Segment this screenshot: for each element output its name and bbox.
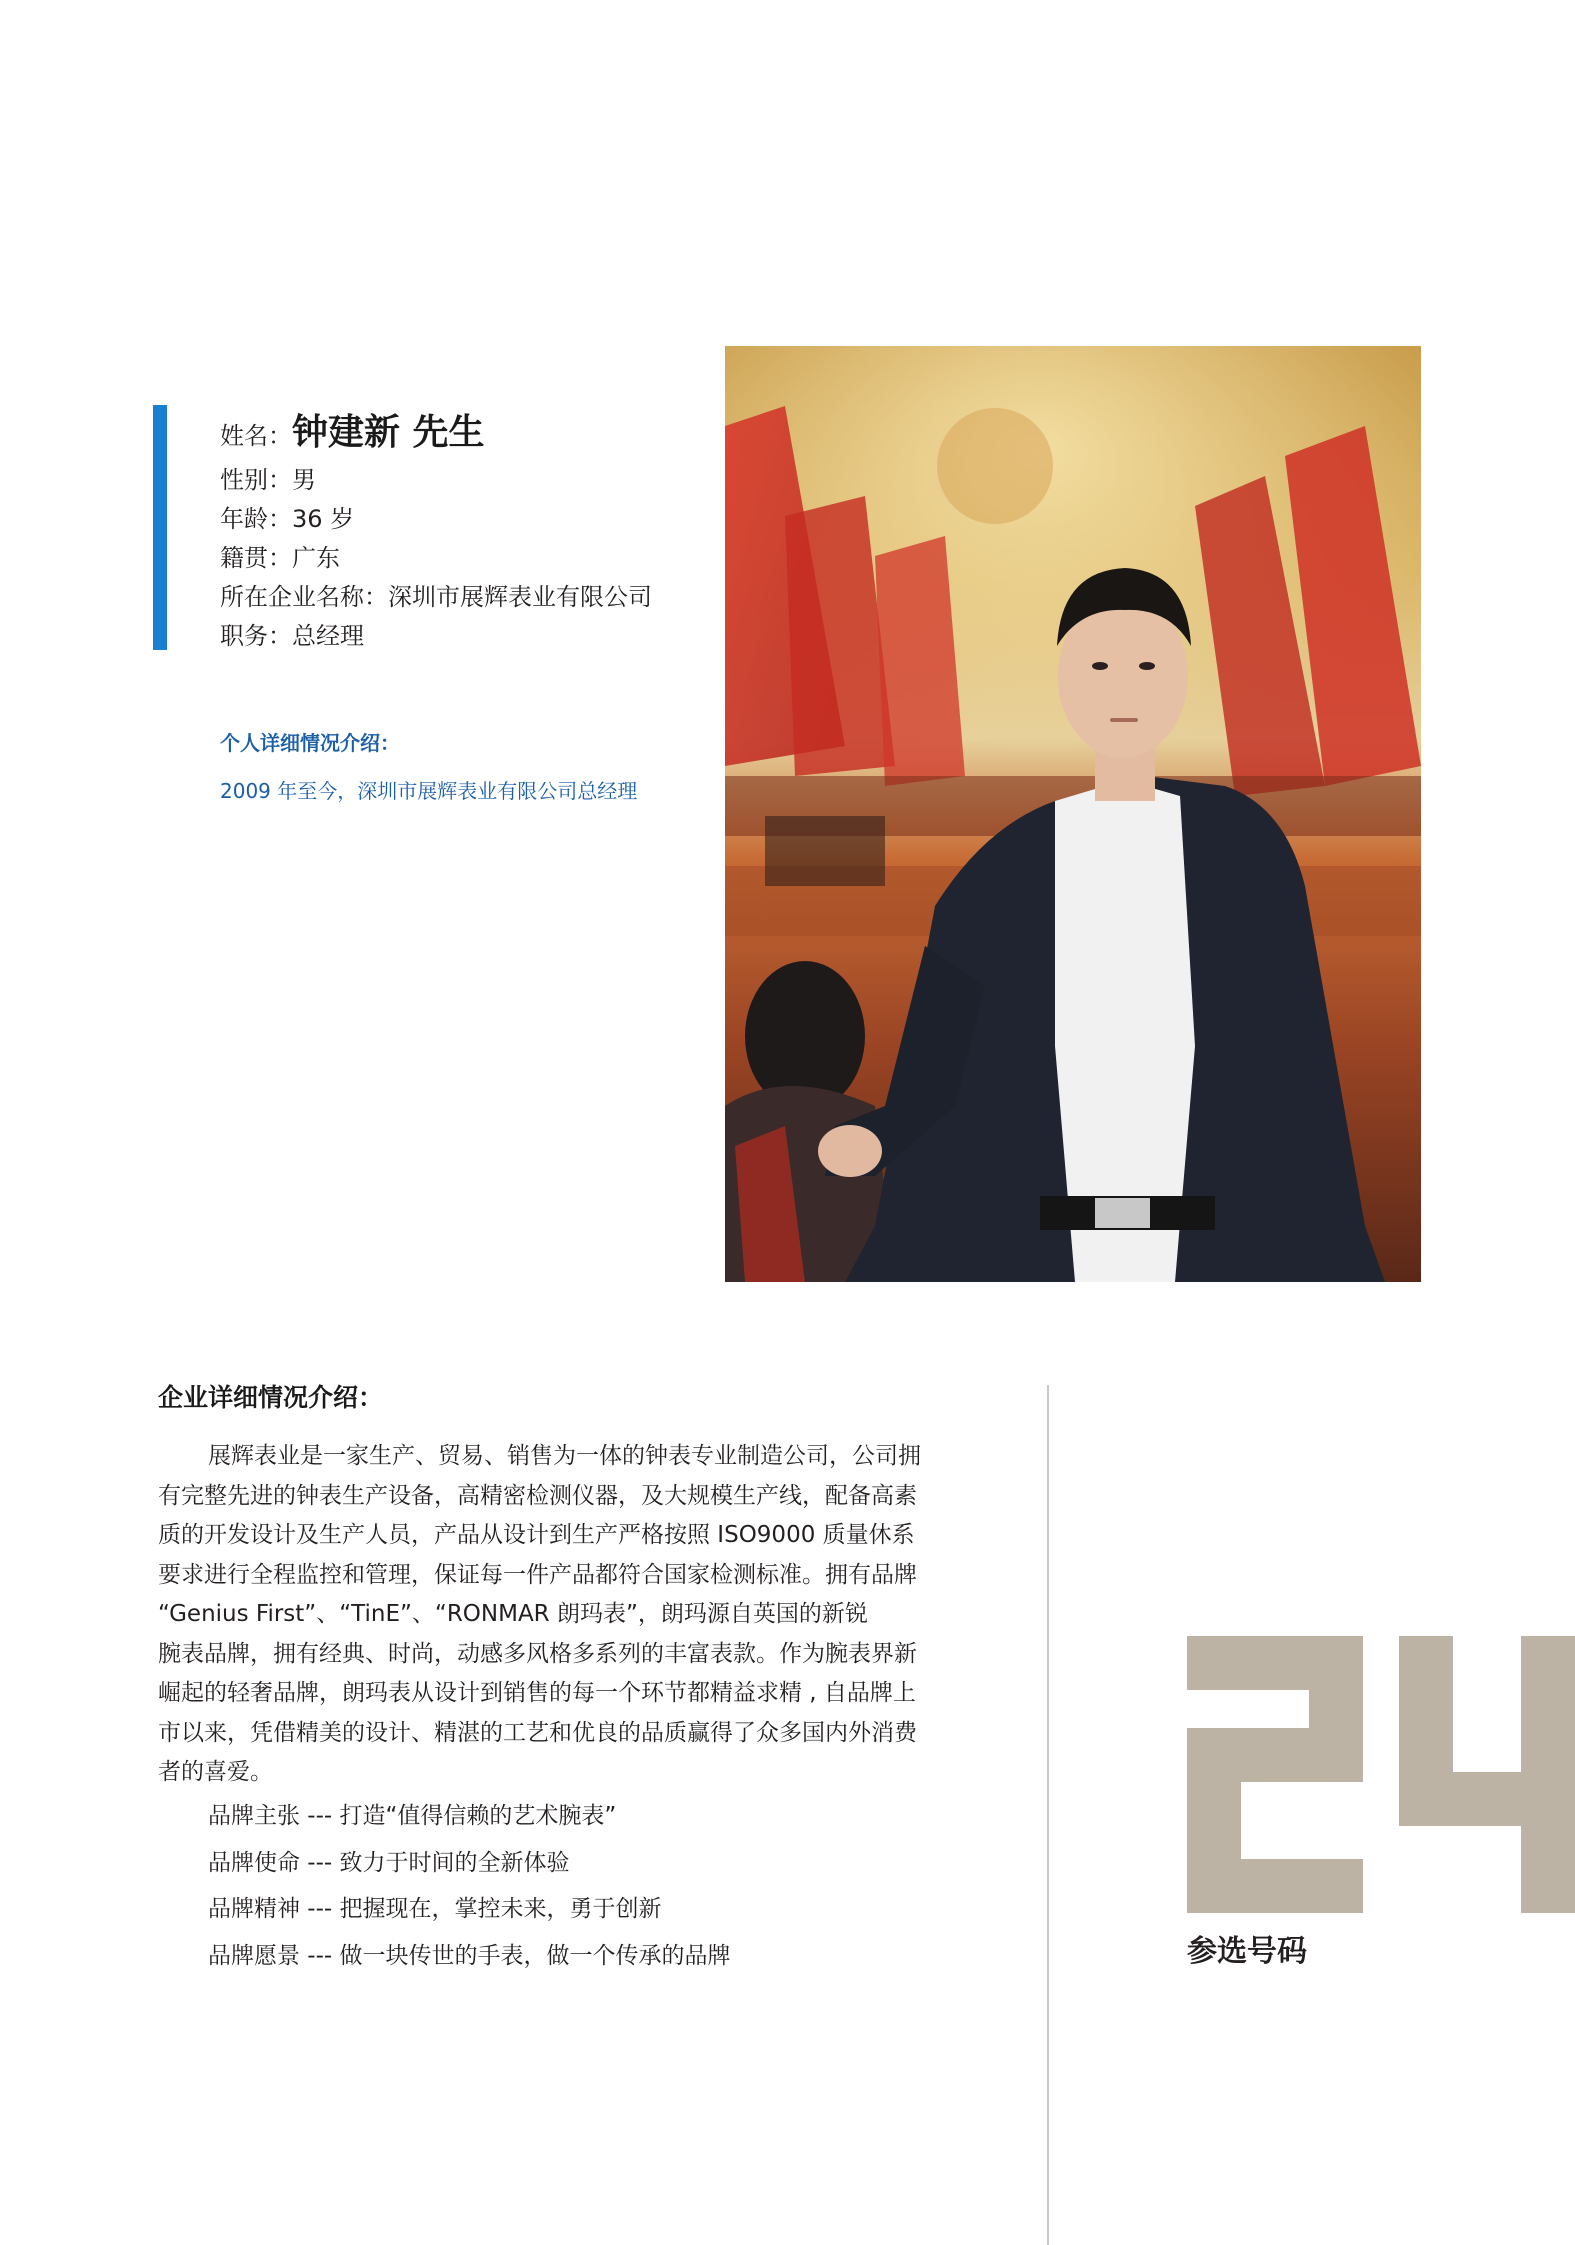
portrait-photo [725,346,1421,1282]
vertical-divider [1047,1385,1049,2245]
gender-row: 性别：男 [220,466,316,494]
bio-title: 个人详细情况介绍： [220,731,400,755]
paragraph-line: 腕表品牌，拥有经典、时尚，动感多风格多系列的丰富表款。作为腕表界新 [158,1640,917,1667]
brand-spirit: 品牌精神 --- 把握现在，掌控未来，勇于创新 [208,1896,662,1922]
brand-statements [208,1793,731,1979]
company-intro-title: 企业详细情况介绍： [158,1383,384,1412]
paragraph-line: 者的喜爱。 [158,1759,273,1785]
digit-four-glyph [1399,1636,1575,1913]
accent-bar [153,405,167,650]
bio-text: 2009 年至今，深圳市展辉表业有限公司总经理 [220,779,638,803]
brand-claim: 品牌主张 --- 打造“值得信赖的艺术腕表” [208,1803,617,1829]
company-row: 所在企业名称：深圳市展辉表业有限公司 [220,583,652,611]
candidate-number [1187,1636,1575,1913]
origin-row: 籍贯：广东 [220,544,340,572]
paragraph-line: 质的开发设计及生产人员，产品从设计到生产严格按照 ISO9000 质量休系 [158,1522,915,1548]
name-row [220,405,690,461]
paragraph-line: 展辉表业是一家生产、贸易、销售为一体的钟表专业制造公司，公司拥 [208,1443,921,1469]
paragraph-line: “Genius First”、“TinE”、“RONMAR 朗玛表”，朗玛源自英国的新锐 [158,1601,868,1627]
age-row: 年龄：36 岁 [220,505,355,533]
candidate-number-caption: 参选号码 [1187,1934,1307,1969]
digit-two-glyph [1187,1636,1363,1913]
brand-vision: 品牌愿景 --- 做一块传世的手表，做一个传承的品牌 [208,1942,731,1969]
paragraph-line: 要求进行全程监控和管理，保证每一件产品都符合国家检测标准。拥有品牌 [158,1561,917,1588]
company-intro-paragraph [158,1437,992,1793]
brand-mission: 品牌使命 --- 致力于时间的全新体验 [208,1849,570,1876]
name-label: 姓名： [220,422,292,450]
paragraph-line: 有完整先进的钟表生产设备，高精密检测仪器，及大规模生产线，配备高素 [158,1482,917,1509]
profile-info [220,405,690,656]
position-row: 职务：总经理 [220,622,364,650]
paragraph-line: 崛起的轻奢品牌，朗玛表从设计到销售的每一个环节都精益求精 , 自品牌上 [158,1680,916,1706]
person-name: 钟建新 先生 [292,412,485,453]
paragraph-line: 市以来，凭借精美的设计、精湛的工艺和优良的品质赢得了众多国内外消费 [158,1719,917,1746]
